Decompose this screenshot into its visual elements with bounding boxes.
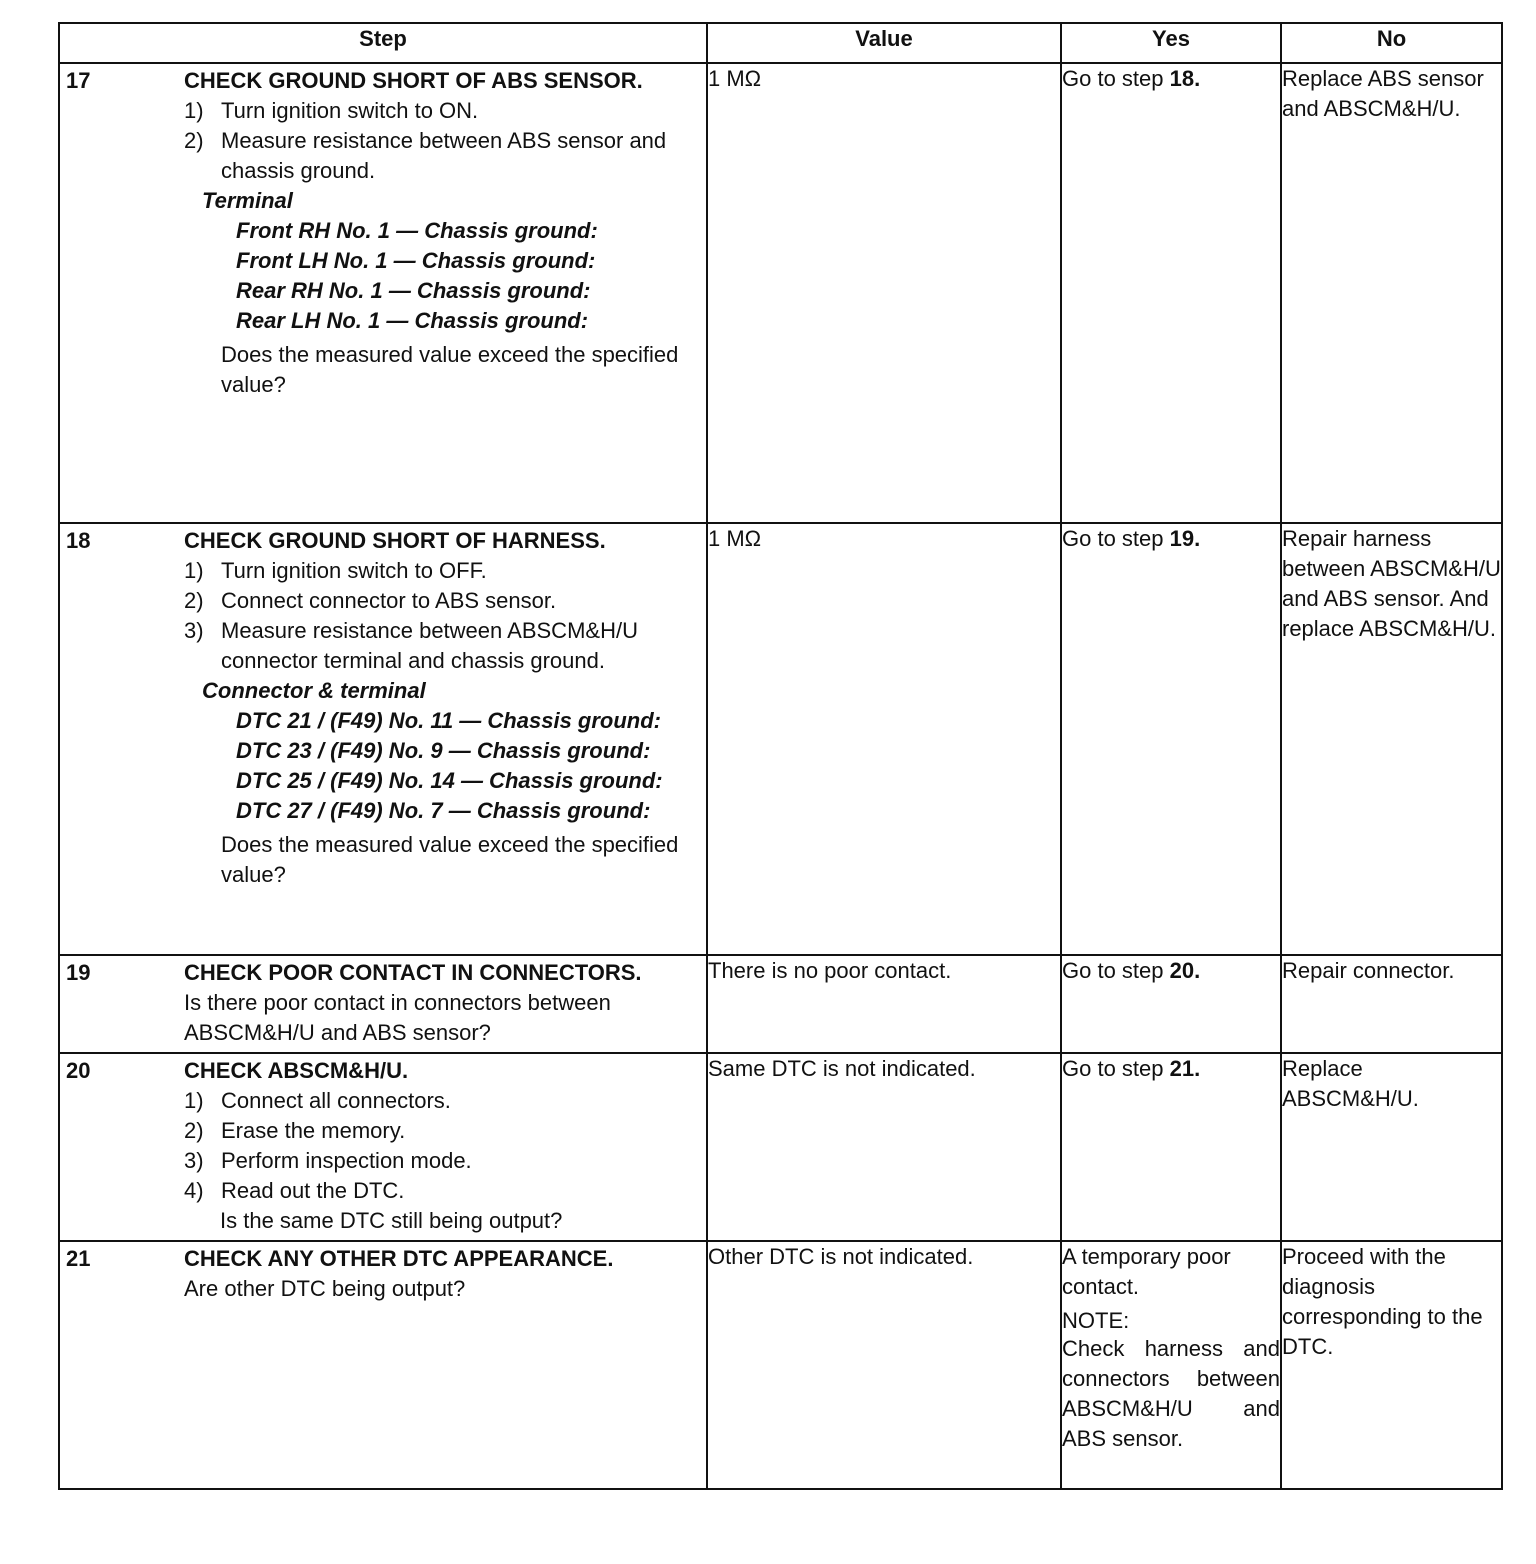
no-cell: Repair harness between ABSCM&H/U and ABS sensor. And replace ABSCM&H/U. (1281, 523, 1502, 955)
yes-cell (1061, 1241, 1281, 1489)
terminal-label: Terminal (202, 188, 293, 213)
terminal-label: Connector & terminal (202, 678, 426, 703)
item-number: 1) (184, 98, 204, 123)
note-label: NOTE: (1062, 1308, 1130, 1333)
table-row (59, 63, 1502, 523)
step-number: 19 (66, 960, 91, 985)
step-title: CHECK ANY OTHER DTC APPEARANCE. (184, 1246, 614, 1271)
item-number: 3) (184, 1148, 204, 1173)
value-cell: Same DTC is not indicated. (707, 1053, 1061, 1241)
item-text: Turn ignition switch to ON. (221, 98, 479, 123)
table-row (59, 523, 1502, 955)
header-yes: Yes (1061, 23, 1281, 63)
header-no: No (1281, 23, 1502, 63)
yes-step-ref: 18. (1169, 66, 1201, 91)
no-cell: Proceed with the diagnosis corresponding to the DTC. (1281, 1241, 1502, 1489)
item-text: Read out the DTC. (221, 1178, 405, 1203)
step-question: Is the same DTC still being output? (220, 1208, 563, 1233)
yes-text: Go to step (1062, 958, 1170, 983)
terminal-spec: DTC 27 / (F49) No. 7 — Chassis ground: (236, 798, 651, 823)
table-row (59, 955, 1502, 1053)
item-number: 2) (184, 1118, 204, 1143)
step-number: 18 (66, 528, 91, 553)
terminal-spec: DTC 23 / (F49) No. 9 — Chassis ground: (236, 738, 651, 763)
yes-cell (1061, 523, 1281, 955)
item-number: 2) (184, 588, 204, 613)
yes-cell (1061, 63, 1281, 523)
step-cell (59, 955, 707, 1053)
terminal-spec: DTC 21 / (F49) No. 11 — Chassis ground: (236, 708, 661, 733)
procedure-item (184, 1086, 702, 1116)
terminal-spec: DTC 25 / (F49) No. 14 — Chassis ground: (236, 768, 663, 793)
value-cell: 1 MΩ (707, 523, 1061, 955)
yes-step-ref: 21. (1169, 1056, 1201, 1081)
procedure-item (184, 586, 702, 616)
yes-text: A temporary poor contact. (1062, 1244, 1231, 1299)
value-cell: Other DTC is not indicated. (707, 1241, 1061, 1489)
step-title: CHECK POOR CONTACT IN CONNECTORS. (184, 960, 642, 985)
yes-step-ref: 19. (1169, 526, 1201, 551)
step-title: CHECK GROUND SHORT OF ABS SENSOR. (184, 68, 643, 93)
step-number: 17 (66, 68, 91, 93)
item-number: 1) (184, 558, 204, 583)
step-number: 20 (66, 1058, 91, 1083)
header-step: Step (59, 23, 707, 63)
header-value: Value (707, 23, 1061, 63)
terminal-spec: Rear LH No. 1 — Chassis ground: (236, 308, 589, 333)
terminal-spec: Rear RH No. 1 — Chassis ground: (236, 278, 591, 303)
procedure-item (184, 616, 702, 676)
step-title: CHECK GROUND SHORT OF HARNESS. (184, 528, 606, 553)
table-row (59, 1241, 1502, 1489)
step-question: Does the measured value exceed the specified value? (221, 832, 679, 887)
item-number: 1) (184, 1088, 204, 1113)
item-number: 2) (184, 128, 204, 153)
terminal-spec: Front LH No. 1 — Chassis ground: (236, 248, 596, 273)
step-question: Does the measured value exceed the specified value? (221, 342, 679, 397)
yes-text: Go to step (1062, 1056, 1170, 1081)
procedure-item (184, 1116, 702, 1146)
step-cell (59, 1053, 707, 1241)
item-text: Turn ignition switch to OFF. (221, 558, 487, 583)
header-row (59, 23, 1502, 63)
procedure-item (184, 96, 702, 126)
item-number: 3) (184, 618, 204, 643)
diagnosis-table (58, 22, 1503, 1490)
item-text: Erase the memory. (221, 1118, 406, 1143)
step-cell (59, 1241, 707, 1489)
yes-cell (1061, 955, 1281, 1053)
note-text: Check harness and connectors between ABSCM&H/U and ABS sensor. (1062, 1336, 1280, 1451)
yes-cell (1061, 1053, 1281, 1241)
item-text: Measure resistance between ABS sensor and chassis ground. (221, 128, 667, 183)
value-cell: 1 MΩ (707, 63, 1061, 523)
procedure-item (184, 1146, 702, 1176)
procedure-item (184, 1176, 702, 1206)
item-number: 4) (184, 1178, 204, 1203)
procedure-item (184, 556, 702, 586)
item-text: Perform inspection mode. (221, 1148, 472, 1173)
item-text: Measure resistance between ABSCM&H/U connector terminal and chassis ground. (221, 618, 638, 673)
step-question: Are other DTC being output? (184, 1276, 466, 1301)
step-cell (59, 63, 707, 523)
no-cell: Replace ABS sensor and ABSCM&H/U. (1281, 63, 1502, 523)
step-title: CHECK ABSCM&H/U. (184, 1058, 409, 1083)
item-text: Connect connector to ABS sensor. (221, 588, 557, 613)
step-cell (59, 523, 707, 955)
value-cell: There is no poor contact. (707, 955, 1061, 1053)
no-cell: Replace ABSCM&H/U. (1281, 1053, 1502, 1241)
terminal-spec: Front RH No. 1 — Chassis ground: (236, 218, 598, 243)
yes-text: Go to step (1062, 526, 1170, 551)
item-text: Connect all connectors. (221, 1088, 451, 1113)
step-number: 21 (66, 1246, 91, 1271)
no-cell: Repair connector. (1281, 955, 1502, 1053)
yes-step-ref: 20. (1169, 958, 1201, 983)
yes-text: Go to step (1062, 66, 1170, 91)
procedure-item (184, 126, 702, 186)
step-question: Is there poor contact in connectors between ABSCM&H/U and ABS sensor? (184, 990, 611, 1045)
table-row (59, 1053, 1502, 1241)
